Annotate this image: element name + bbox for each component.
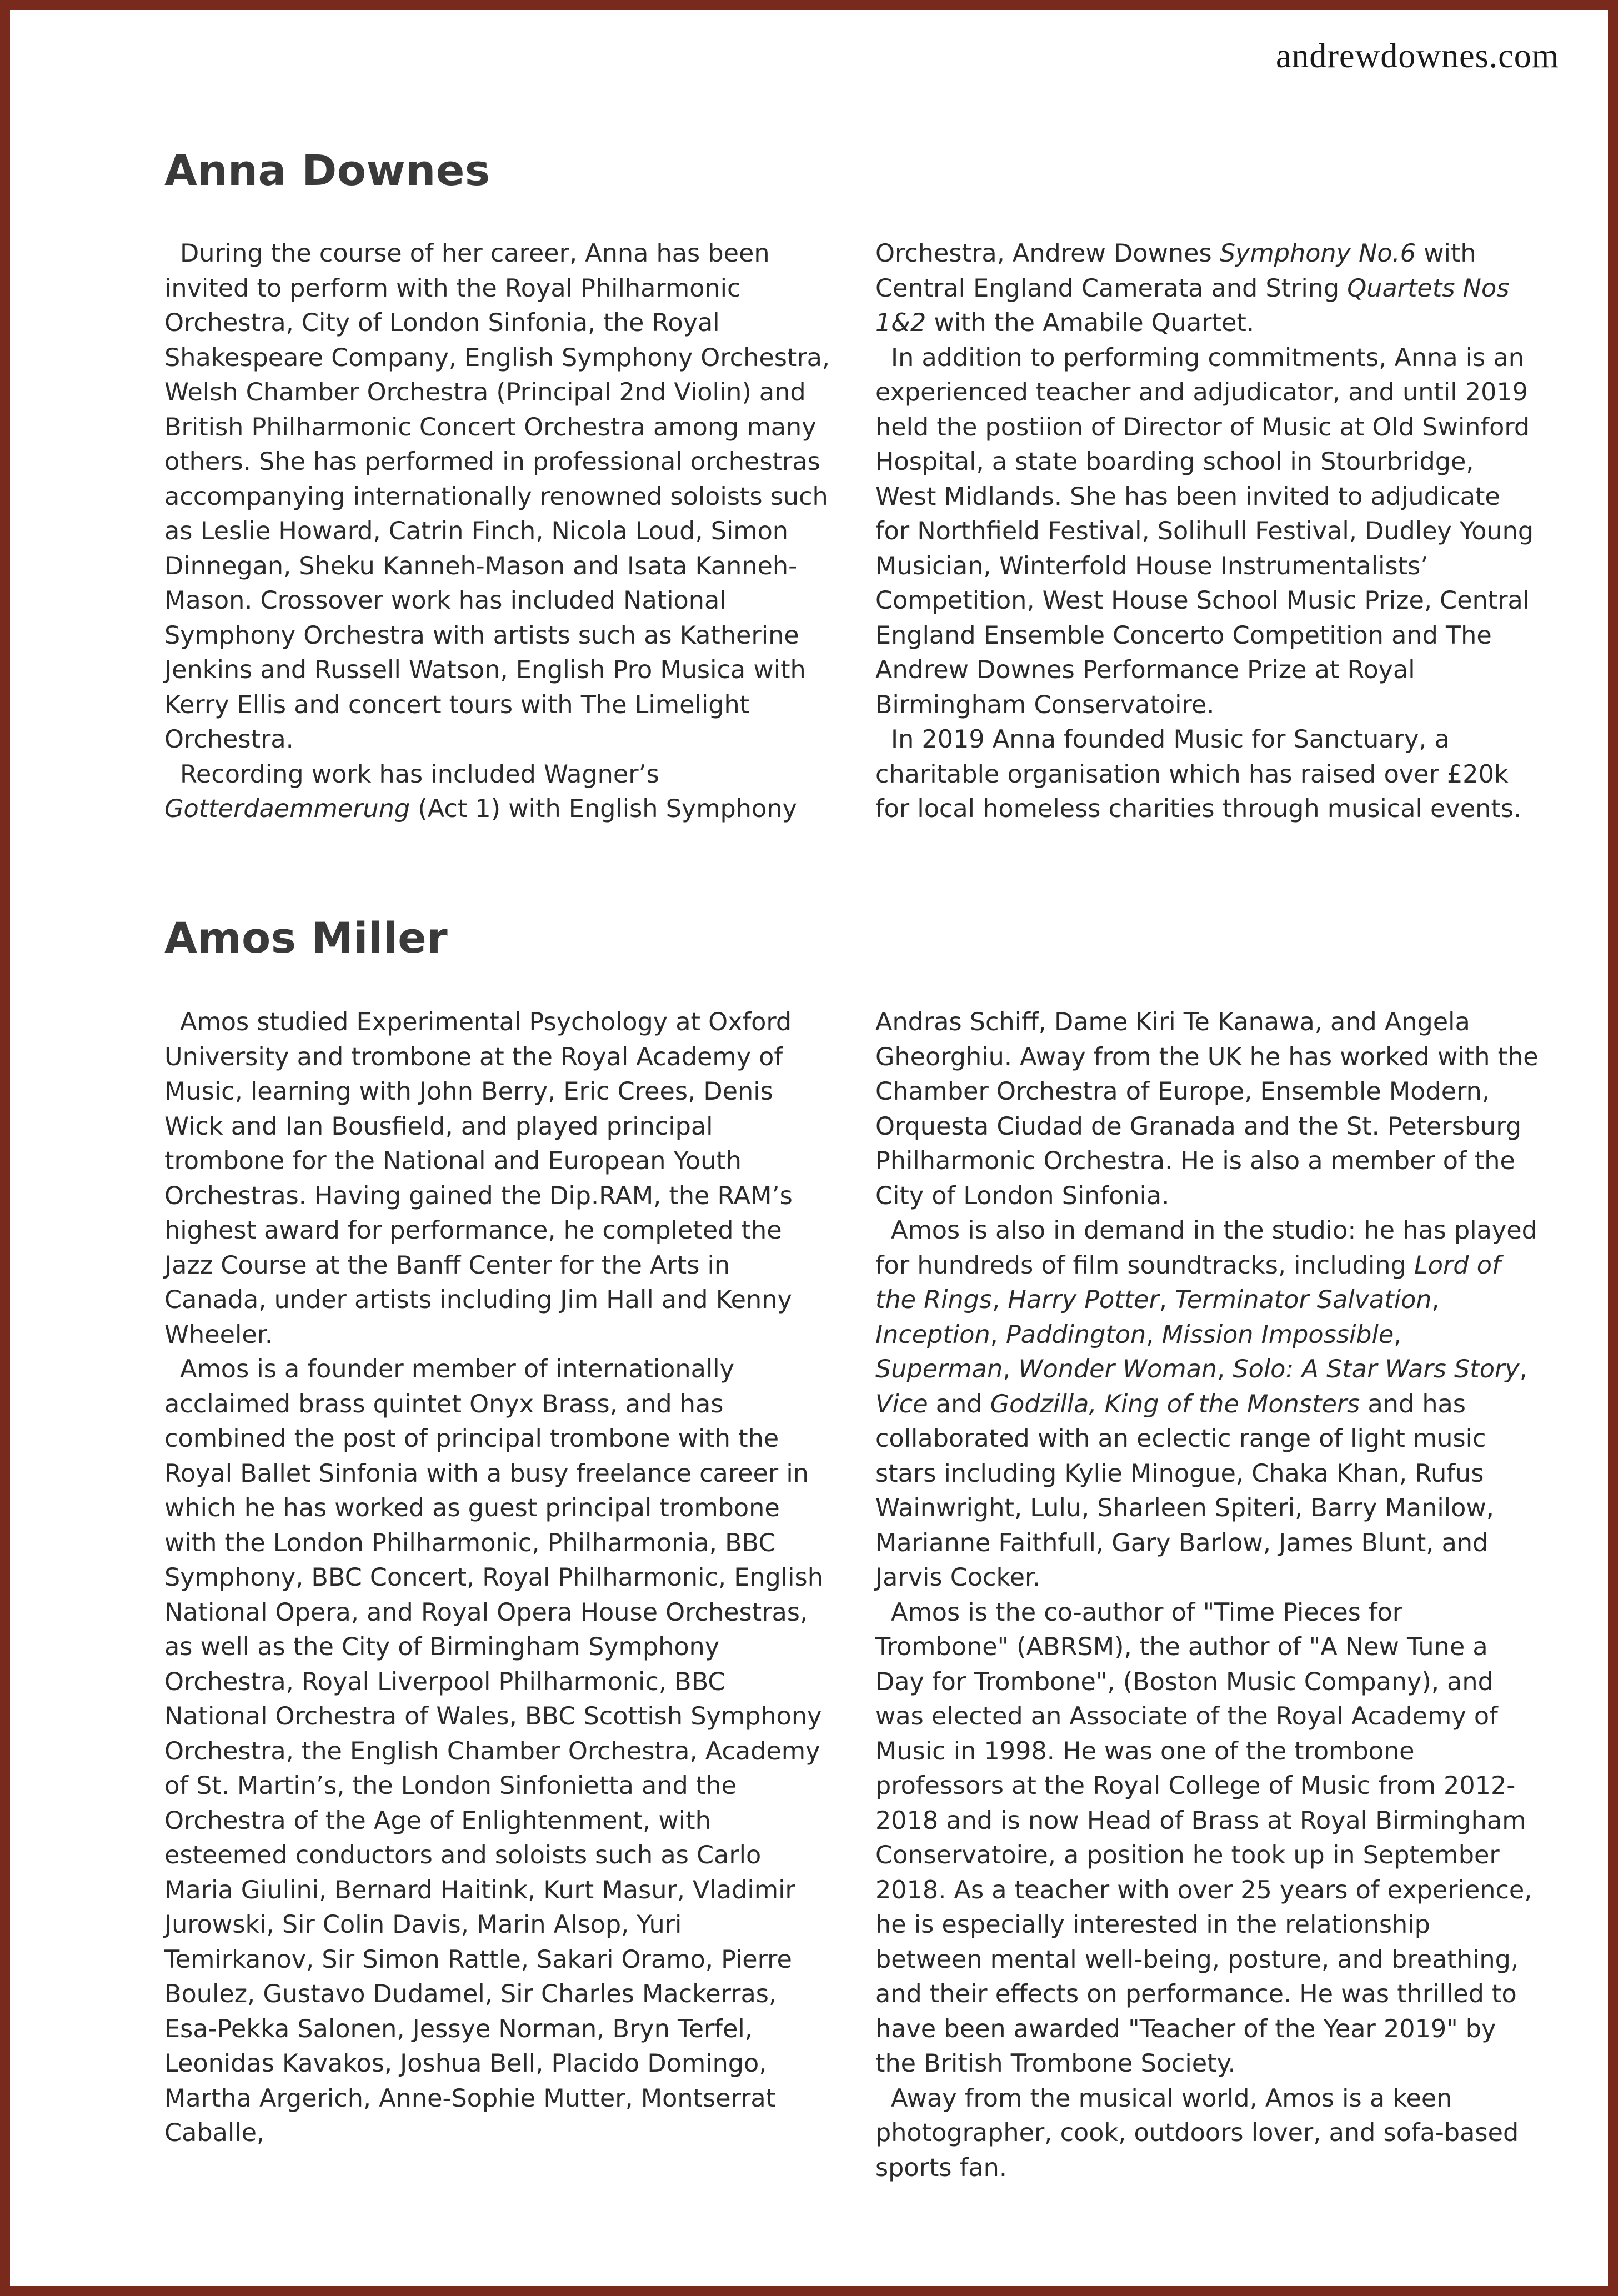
bio-column-right — [875, 1005, 1542, 2185]
italic-title: Inception — [875, 1320, 990, 1349]
section-title-amos-miller: Amos Miller — [164, 913, 448, 962]
text-run: , — [1394, 1320, 1402, 1349]
bio-column-left — [164, 237, 831, 827]
text-run: In addition to performing commitments, Anna is an experienced teacher and adjudicator, and until 2019 held the postiion of Director of Music at Old Swinford Hospital, a state boarding school in Stourbridge, West Midlands. She has been invited to adjudicate for Northfield Festival, Solihull Festival, Dudley Young Musician, Winterfold House Instrumentalists’ Competition, West House School Music Prize, Central England Ensemble Concerto Competition and The Andrew Downes Performance Prize at Royal Birmingham Conservatoire. — [875, 343, 1534, 719]
italic-title: Superman — [875, 1355, 1003, 1383]
text-run: Amos studied Experimental Psychology at Oxford University and trombone at the Royal Academy of Music, learning with John Berry, Eric Crees, Denis Wick and Ian Bousfield, and played principal trombone for the National and European Youth Orchestras. Having gained the Dip.RAM, the RAM’s highest award for performance, he completed the Jazz Course at the Banff Center for the Arts in Canada, under artists including Jim Hall and Kenny Wheeler. — [164, 1008, 793, 1349]
text-run: , — [1003, 1355, 1019, 1383]
text-run: Amos is also in demand in the studio: he has played for hundreds of film soundtracks, including — [875, 1216, 1537, 1280]
text-run: Orchestra, Andrew Downes — [875, 239, 1220, 268]
italic-title: Lord of the Rings — [875, 1251, 1501, 1314]
italic-title: Terminator Salvation — [1175, 1286, 1432, 1314]
text-run: , — [1146, 1320, 1162, 1349]
bio-paragraph — [875, 723, 1542, 827]
text-run: and — [928, 1390, 990, 1418]
bio-column-right — [875, 237, 1542, 827]
bio-paragraph — [875, 1005, 1542, 1214]
italic-title: Vice — [875, 1390, 928, 1418]
text-run: , — [1159, 1286, 1175, 1314]
bio-column-left — [164, 1005, 831, 2185]
text-run: Amos is a founder member of internationally acclaimed brass quintet Onyx Brass, and has combined the post of principal trombone with the Royal Ballet Sinfonia with a busy freelance career in which he has worked as guest principal trombone with the London Philharmonic, Philharmonia, BBC Symphony, BBC Concert, Royal Philharmonic, English National Opera, and Royal Opera House Orchestras, as well as the City of Birmingham Symphony Orchestra, Royal Liverpool Philharmonic, BBC National Orchestra of Wales, BBC Scottish Symphony Orchestra, the English Chamber Orchestra, Academy of St. Martin’s, the London Sinfonietta and the Orchestra of the Age of Enlightenment, with esteemed conductors and soloists such as Carlo Maria Giulini, Bernard Haitink, Kurt Masur, Vladimir Jurowski, Sir Colin Davis, Marin Alsop, Yuri Temirkanov, Sir Simon Rattle, Sakari Oramo, Pierre Boulez, Gustavo Dudamel, Sir Charles Mackerras, Esa-Pekka Salonen, Jessye Norman, Bryn Terfel, Leonidas Kavakos, Joshua Bell, Placido Domingo, Martha Argerich, Anne-Sophie Mutter, Montserrat Caballe, — [164, 1355, 823, 2147]
text-run: (Act 1) with English Symphony — [410, 795, 797, 823]
text-run: In 2019 Anna founded Music for Sanctuary, a charitable organisation which has raised over £20k for local homeless charities through musical events. — [875, 725, 1522, 823]
text-run: Recording work has included Wagner’s — [180, 760, 659, 789]
italic-title: Symphony No.6 — [1219, 239, 1416, 268]
bio-amos-miller — [164, 1005, 1542, 2185]
text-run: , — [1217, 1355, 1233, 1383]
text-run: and has collaborated with an eclectic range of light music stars including Kylie Minogue, Chaka Khan, Rufus Wainwright, Lulu, Sharleen Spiteri, Barry Manilow, Marianne Faithfull, Gary Barlow, James Blunt, and Jarvis Cocker. — [875, 1390, 1494, 1592]
bio-paragraph — [875, 237, 1542, 341]
italic-title: Wonder Woman — [1018, 1355, 1218, 1383]
bio-paragraph — [164, 1005, 831, 1352]
text-run: During the course of her career, Anna has been invited to perform with the Royal Philharmonic Orchestra, City of London Sinfonia, the Royal Shakespeare Company, English Symphony Orchestra, Welsh Chamber Orchestra (Principal 2nd Violin) and British Philharmonic Concert Orchestra among many others. She has performed in professional orchestras accompanying internationally renowned soloists such as Leslie Howard, Catrin Finch, Nicola Loud, Simon Dinnegan, Sheku Kanneh-Mason and Isata Kanneh-Mason. Crossover work has included National Symphony Orchestra with artists such as Katherine Jenkins and Russell Watson, English Pro Musica with Kerry Ellis and concert tours with The Limelight Orchestra. — [164, 239, 830, 754]
italic-title: Harry Potter — [1008, 1286, 1159, 1314]
bio-paragraph — [164, 237, 831, 758]
italic-title: Gotterdaemmerung — [164, 795, 410, 823]
italic-title: Mission Impossible — [1161, 1320, 1394, 1349]
text-run: with the Amabile Quartet. — [926, 309, 1254, 337]
bio-paragraph — [875, 1214, 1542, 1596]
italic-title: Quartets Nos 1&2 — [875, 274, 1510, 337]
site-url: andrewdownes.com — [1275, 37, 1559, 75]
italic-title: Godzilla, King of the Monsters — [990, 1390, 1360, 1418]
text-run: , — [1519, 1355, 1527, 1383]
italic-title: Solo: A Star Wars Story — [1233, 1355, 1520, 1383]
text-run: Andras Schiff, Dame Kiri Te Kanawa, and Angela Gheorghiu. Away from the UK he has worked with the Chamber Orchestra of Europe, Ensemble Modern, Orquesta Ciudad de Granada and the St. Petersburg Philharmonic Orchestra. He is also a member of the City of London Sinfonia. — [875, 1008, 1539, 1210]
section-title-anna-downes: Anna Downes — [164, 146, 490, 195]
bio-paragraph — [164, 1352, 831, 2151]
italic-title: Paddington — [1005, 1320, 1146, 1349]
bio-paragraph — [164, 758, 831, 827]
text-run: , — [990, 1320, 1006, 1349]
bio-paragraph — [875, 2082, 1542, 2186]
bio-paragraph — [875, 341, 1542, 723]
bio-anna-downes — [164, 237, 1542, 827]
text-run: , — [992, 1286, 1008, 1314]
text-run: , — [1431, 1286, 1440, 1314]
text-run: with Central England Camerata and String — [875, 239, 1476, 303]
text-run: Away from the musical world, Amos is a keen photographer, cook, outdoors lover, and sofa-based sports fan. — [875, 2084, 1519, 2182]
text-run: Amos is the co-author of "Time Pieces for Trombone" (ABRSM), the author of "A New Tune a Day for Trombone", (Boston Music Company), and was elected an Associate of the Royal Academy of Music in 1998. He was one of the trombone professors at the Royal College of Music from 2012-2018 and is now Head of Brass at Royal Birmingham Conservatoire, a position he took up in September 2018. As a teacher with over 25 years of experience, he is especially interested in the relationship between mental well-being, posture, and breathing, and their effects on performance. He was thrilled to have been awarded "Teacher of the Year 2019" by the British Trombone Society. — [875, 1598, 1532, 2078]
bio-paragraph — [875, 1596, 1542, 2082]
